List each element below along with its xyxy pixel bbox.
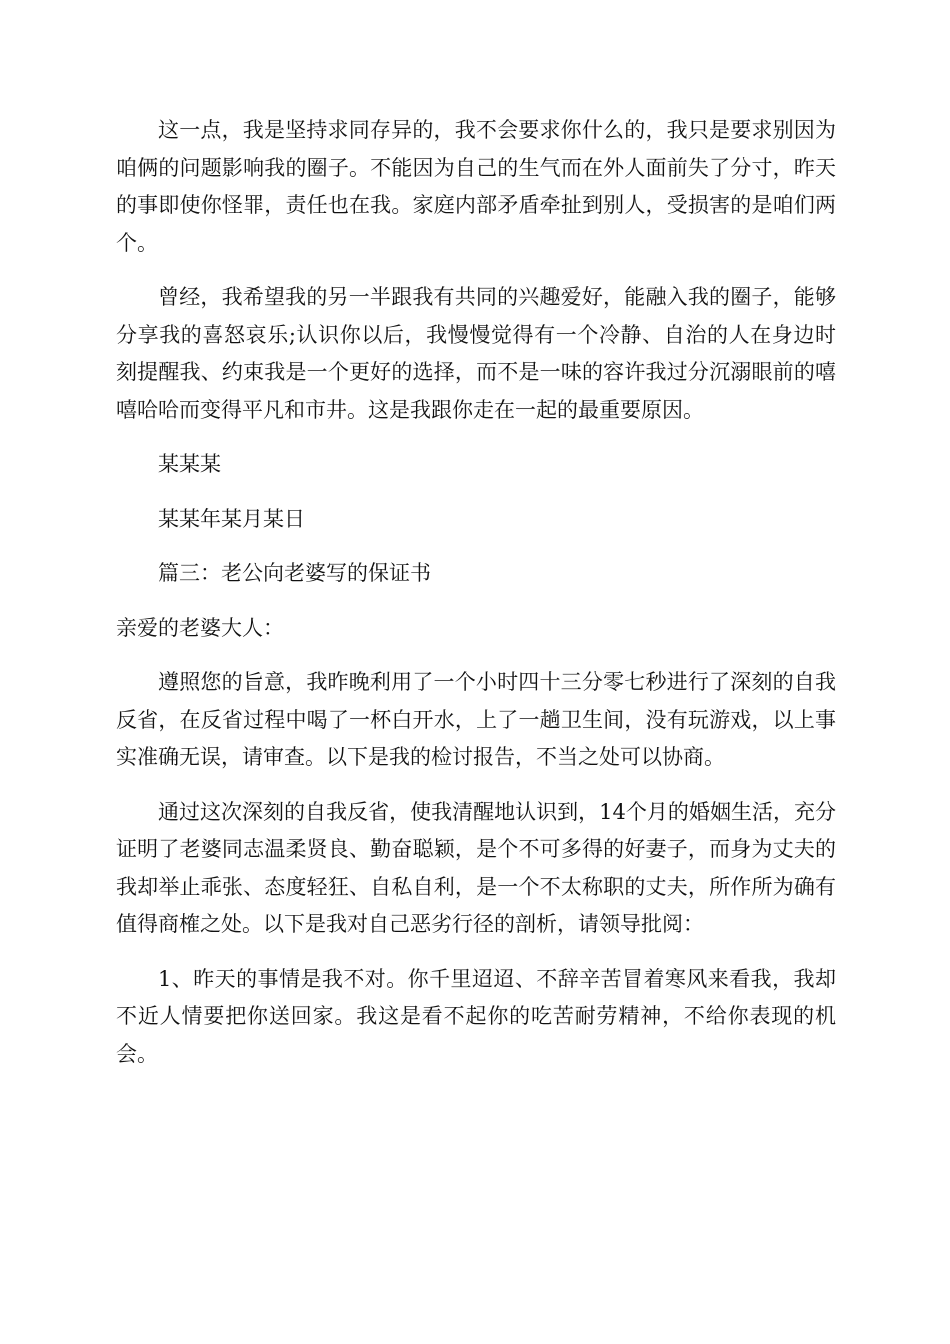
paragraph-reason-together: 曾经，我希望我的另一半跟我有共同的兴趣爱好，能融入我的圈子，能够分享我的喜怒哀乐;认识你以后，我慢慢觉得有一个冷静、自治的人在身边时刻提醒我、约束我是一个更好的选择，而不是一味的容许我过分沉溺眼前的嘻嘻哈哈而变得平凡和市井。这是我跟你走在一起的最重要原因。 [116,285,836,422]
paragraph-point-one: 1、昨天的事情是我不对。你千里迢迢、不辞辛苦冒着寒风来看我，我却不近人情要把你送回家。我这是看不起你的吃苦耐劳精神，不给你表现的机会。 [116,966,836,1066]
document-page [116,112,836,1073]
paragraph-self-reflection: 遵照您的旨意，我昨晚利用了一个小时四十三分零七秒进行了深刻的自我反省，在反省过程中喝了一杯白开水，上了一趟卫生间，没有玩游戏，以上事实准确无误，请审查。以下是我的检讨报告，不当之处可以协商。 [116,670,836,769]
salutation: 亲爱的老婆大人： [116,615,284,640]
signature-name: 某某某 [158,452,221,476]
section-heading: 篇三：老公向老婆写的保证书 [158,561,431,585]
paragraph-marriage-review: 通过这次深刻的自我反省，使我清醒地认识到，14个月的婚姻生活，充分证明了老婆同志温柔贤良、勤奋聪颖，是个不可多得的好妻子，而身为丈夫的我却举止乖张、态度轻狂、自私自利，是一个不太称职的丈夫，所作所为确有值得商榷之处。以下是我对自己恶劣行径的剖析，请领导批阅： [116,799,836,936]
paragraph-circle-of-friends: 这一点，我是坚持求同存异的，我不会要求你什么的，我只是要求别因为咱俩的问题影响我的圈子。不能因为自己的生气而在外人面前失了分寸，昨天的事即使你怪罪，责任也在我。家庭内部矛盾牵扯到别人，受损害的是咱们两个。 [116,118,836,255]
signature-date: 某某年某月某日 [158,506,305,531]
